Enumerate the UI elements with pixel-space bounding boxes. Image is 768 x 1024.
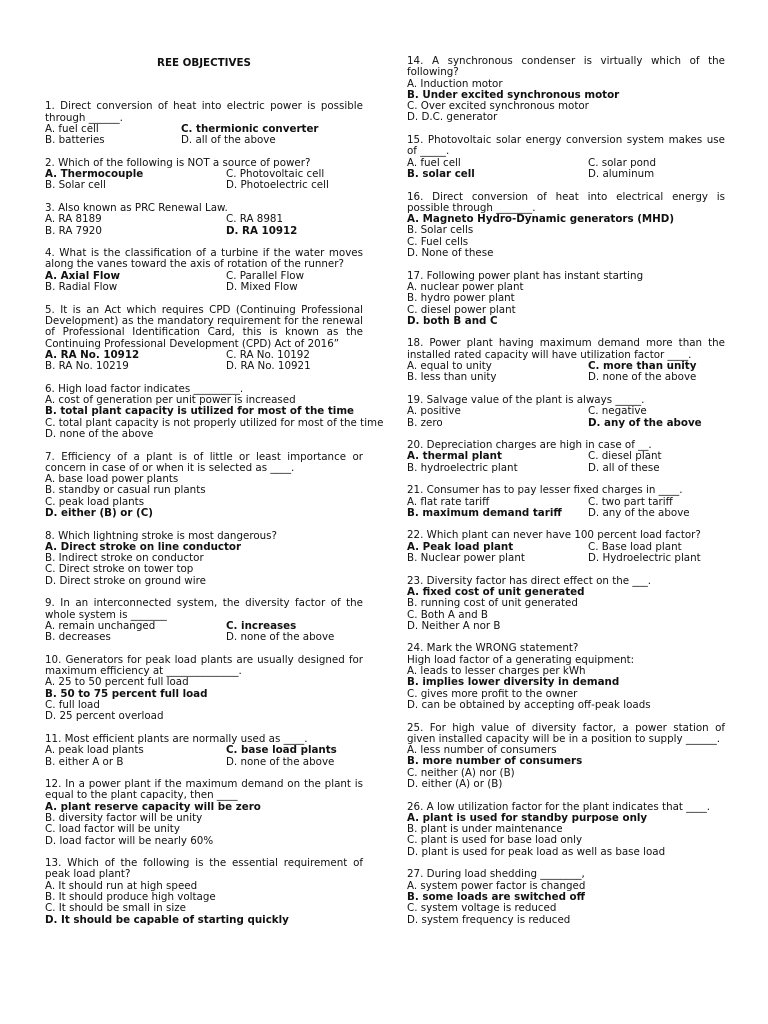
answer-option: A. remain unchanged (45, 619, 156, 632)
answer-option: B. plant is under maintenance (407, 823, 563, 836)
question-stem: 15. Photovoltaic solar energy conversion system makes use of _____. (407, 134, 725, 158)
answer-option: A. cost of generation per unit power is increased (45, 394, 296, 407)
answer-option-correct: B. total plant capacity is utilized for most of the time (45, 405, 355, 418)
answer-option: B. standby or casual run plants (45, 484, 206, 497)
answer-option: D. Mixed Flow (226, 281, 298, 294)
answer-option: D. aluminum (588, 167, 655, 180)
answer-option: D. all of these (588, 461, 660, 474)
answer-option: C. It should be small in size (45, 902, 186, 915)
answer-option: B. hydroelectric plant (407, 461, 518, 474)
answer-option: C. RA No. 10192 (226, 348, 310, 361)
question-4 (45, 248, 363, 293)
answer-option: A. fuel cell (407, 156, 461, 169)
answer-option-correct: D. both B and C (407, 314, 498, 327)
question-16 (407, 192, 725, 260)
question-stem: 24. Mark the WRONG statement? (407, 642, 579, 655)
answer-option: D. Hydroelectric plant (588, 552, 701, 565)
answer-option: C. plant is used for base load only (407, 834, 583, 847)
options-row (45, 757, 363, 768)
question-5 (45, 305, 363, 373)
answer-option: B. It should produce high voltage (45, 891, 216, 904)
question-20 (407, 440, 725, 474)
question-22 (407, 530, 725, 564)
answer-option-correct: C. more than unity (588, 360, 697, 373)
answer-option: C. two part tariff (588, 495, 673, 508)
answer-option: C. system voltage is reduced (407, 902, 557, 915)
answer-option: A. positive (407, 405, 461, 418)
answer-option: D. can be obtained by accepting off-peak loads (407, 698, 651, 711)
question-8 (45, 531, 363, 587)
answer-option: C. Photovoltaic cell (226, 168, 325, 181)
answer-option: A. peak load plants (45, 744, 144, 757)
question-stem: 12. In a power plant if the maximum demand on the plant is equal to the plant capacity, then ____ (45, 778, 363, 802)
answer-option: B. batteries (45, 134, 105, 147)
question-stem: 8. Which lightning stroke is most dangerous? (45, 529, 277, 542)
answer-option: D. Direct stroke on ground wire (45, 574, 206, 587)
question-stem: 2. Which of the following is NOT a source of power? (45, 156, 311, 169)
answer-option: A. fuel cell (45, 122, 99, 135)
question-17 (407, 271, 725, 327)
answer-option-correct: A. RA No. 10912 (45, 348, 140, 361)
question-stem: 6. High load factor indicates _________. (45, 382, 244, 395)
answer-option-correct: A. Magneto Hydro-Dynamic generators (MHD) (407, 213, 675, 226)
answer-option-correct: C. base load plants (226, 744, 337, 757)
answer-option-correct: A. thermal plant (407, 450, 502, 463)
question-stem: 16. Direct conversion of heat into electrical energy is possible through _______. (407, 190, 725, 214)
options-row (45, 135, 363, 146)
answer-option-correct: B. Under excited synchronous motor (407, 88, 620, 101)
answer-option: D. Neither A nor B (407, 619, 501, 632)
answer-option: B. RA No. 10219 (45, 360, 129, 373)
options-row (407, 463, 725, 474)
answer-option: B. RA 7920 (45, 224, 102, 237)
answer-option: A. less number of consumers (407, 744, 557, 757)
answer-option: C. total plant capacity is not properly utilized for most of the time (45, 416, 384, 429)
question-19 (407, 395, 725, 429)
answer-option: C. peak load plants (45, 495, 145, 508)
answer-option: A. nuclear power plant (407, 280, 524, 293)
question-stem: 4. What is the classification of a turbine if the water moves along the vanes toward the axis of rotation of the runner? (45, 247, 363, 271)
options-row (45, 361, 363, 372)
answer-option-correct: B. 50 to 75 percent full load (45, 687, 208, 700)
answer-option-correct: D. It should be capable of starting quickly (45, 913, 289, 926)
answer-option: D. D.C. generator (407, 111, 498, 124)
question-14 (407, 56, 725, 124)
answer-option-correct: B. maximum demand tariff (407, 506, 562, 519)
question-stem: 27. During load shedding ________, (407, 868, 585, 881)
left-column (45, 56, 384, 937)
answer-option-correct: D. either (B) or (C) (45, 506, 154, 519)
question-3 (45, 203, 363, 237)
question-stem: 20. Depreciation charges are high in case of __. (407, 439, 652, 452)
answer-option: D. Photoelectric cell (226, 179, 329, 192)
question-18 (407, 338, 725, 383)
answer-option-correct: C. increases (226, 619, 297, 632)
answer-option: D. none of the above (226, 631, 335, 644)
question-12 (45, 779, 363, 847)
options-row (407, 553, 725, 564)
question-stem: 3. Also known as PRC Renewal Law. (45, 201, 228, 214)
answer-option: B. zero (407, 416, 443, 429)
answer-option: B. diversity factor will be unity (45, 812, 203, 824)
answer-option: C. Parallel Flow (226, 269, 305, 282)
question-stem: 5. It is an Act which requires CPD (Continuing Professional Development) as the mandatory requirement for the renewal of Professional Identification Card, this is known as the Continuing Professional Development (CPD) Act of 2016” (45, 303, 363, 350)
answer-option-correct: C. thermionic converter (181, 122, 319, 135)
answer-option: B. decreases (45, 631, 111, 644)
answer-option-correct: A. plant is used for standby purpose only (407, 811, 648, 824)
question-stem: 21. Consumer has to pay lesser fixed charges in ____. (407, 484, 683, 497)
answer-option: D. none of the above (226, 755, 335, 768)
answer-option: D. none of the above (588, 371, 697, 384)
question-stem: 13. Which of the following is the essential requirement of peak load plant? (45, 857, 363, 881)
answer-option: A. RA 8189 (45, 213, 102, 226)
answer-option-correct: B. more number of consumers (407, 755, 583, 768)
answer-option: C. solar pond (588, 156, 656, 169)
question-27 (407, 869, 725, 925)
answer-option: C. Both A and B (407, 608, 488, 621)
options-row (407, 169, 725, 180)
answer-option: A. Induction motor (407, 77, 503, 90)
answer-option: C. diesel power plant (407, 303, 516, 316)
answer-option: C. Over excited synchronous motor (407, 100, 589, 113)
answer-option: D. RA No. 10921 (226, 360, 311, 373)
answer-option-correct: D. RA 10912 (226, 224, 298, 237)
answer-option: A. system power factor is changed (407, 879, 586, 892)
question-stem: 7. Efficiency of a plant is of little or least importance or concern in case of or when it is selected as ____. (45, 450, 363, 474)
answer-option-correct: A. Direct stroke on line conductor (45, 540, 242, 553)
question-stem: 18. Power plant having maximum demand more than the installed rated capacity will have utilization factor ____. (407, 337, 725, 361)
answer-option: A. leads to lesser charges per kWh (407, 665, 586, 678)
answer-option-correct: B. solar cell (407, 167, 475, 180)
options-row (45, 745, 363, 756)
options-row (45, 282, 363, 293)
answer-option-correct: A. plant reserve capacity will be zero (45, 800, 261, 813)
options-row (407, 451, 725, 462)
answer-option: C. Fuel cells (407, 235, 469, 248)
question-6 (45, 382, 384, 440)
answer-option: A. flat rate tariff (407, 495, 490, 508)
answer-option: C. negative (588, 405, 647, 418)
question-13 (45, 858, 363, 926)
answer-option-correct: B. some loads are switched off (407, 890, 585, 903)
answer-option: C. neither (A) nor (B) (407, 766, 515, 779)
answer-option: B. either A or B (45, 755, 124, 768)
answer-option: D. 25 percent overload (45, 710, 164, 723)
answer-option-correct: B. implies lower diversity in demand (407, 676, 620, 689)
question-stem: 17. Following power plant has instant starting (407, 269, 644, 282)
question-stem: 14. A synchronous condenser is virtually which of the following? (407, 55, 725, 79)
answer-option: D. load factor will be nearly 60% (45, 834, 214, 847)
question-26 (407, 802, 725, 858)
answer-option: C. load factor will be unity (45, 823, 180, 836)
question-stem: 26. A low utilization factor for the plant indicates that ____. (407, 800, 711, 813)
answer-option: B. Solar cells (407, 224, 474, 237)
question-stem: 25. For high value of diversity factor, a power station of given installed capacity will be in a position to supply ______. (407, 721, 725, 745)
answer-option: D. None of these (407, 247, 494, 260)
question-stem: 10. Generators for peak load plants are usually designed for maximum efficiency at ______________. (45, 653, 363, 678)
options-row (407, 508, 725, 519)
right-column (407, 56, 725, 937)
options-row (407, 372, 725, 383)
options-row (45, 180, 363, 191)
options-row (45, 226, 363, 237)
question-11 (45, 734, 363, 768)
options-row (407, 406, 725, 417)
answer-option: D. any of the above (588, 506, 690, 519)
question-stem: 11. Most efficient plants are normally used as ____. (45, 732, 308, 745)
answer-option: D. plant is used for peak load as well as base load (407, 845, 666, 858)
options-row (45, 214, 363, 225)
answer-option-correct: A. Thermocouple (45, 168, 144, 181)
answer-option: B. Radial Flow (45, 281, 118, 294)
answer-option: B. hydro power plant (407, 292, 515, 305)
answer-option: D. system frequency is reduced (407, 913, 571, 926)
question-10 (45, 655, 363, 723)
answer-option: B. running cost of unit generated (407, 597, 578, 610)
answer-option: C. full load (45, 699, 100, 712)
options-row (407, 418, 725, 429)
answer-option: A. equal to unity (407, 360, 492, 373)
question-stem: 9. In an interconnected system, the diversity factor of the whole system is _______ (45, 597, 363, 621)
question-stem: 1. Direct conversion of heat into electric power is possible through ______. (45, 100, 363, 124)
answer-option: B. Solar cell (45, 179, 106, 192)
answer-option: C. Direct stroke on tower top (45, 563, 194, 576)
question-1 (45, 101, 363, 146)
answer-option-correct: A. fixed cost of unit generated (407, 585, 585, 598)
answer-option: D. all of the above (181, 134, 276, 147)
question-24 (407, 643, 725, 711)
answer-option-correct: A. Peak load plant (407, 540, 514, 553)
question-25 (407, 723, 725, 791)
answer-option: A. base load power plants (45, 473, 179, 486)
answer-option: C. Base load plant (588, 540, 682, 553)
answer-option: B. less than unity (407, 371, 497, 384)
answer-option-correct: A. Axial Flow (45, 269, 121, 282)
question-9 (45, 598, 363, 643)
answer-option: C. gives more profit to the owner (407, 687, 578, 700)
question-2 (45, 158, 363, 192)
answer-option: B. Nuclear power plant (407, 552, 525, 565)
question-stem: 22. Which plant can never have 100 percent load factor? (407, 529, 701, 542)
options-row (45, 632, 363, 643)
answer-option: D. none of the above (45, 427, 154, 440)
question-15 (407, 135, 725, 180)
answer-option-correct: D. any of the above (588, 416, 702, 429)
document-title: REE OBJECTIVES (157, 57, 251, 69)
answer-option: C. diesel plant (588, 450, 662, 463)
question-substem: High load factor of a generating equipment: (407, 653, 635, 666)
question-23 (407, 576, 725, 632)
question-stem: 19. Salvage value of the plant is always _____. (407, 393, 645, 406)
question-stem: 23. Diversity factor has direct effect on the ___. (407, 574, 652, 587)
answer-option: A. It should run at high speed (45, 879, 198, 892)
answer-option: C. RA 8981 (226, 213, 283, 226)
answer-option: D. either (A) or (B) (407, 778, 503, 790)
question-21 (407, 485, 725, 519)
answer-option: A. 25 to 50 percent full load (45, 676, 189, 689)
question-7 (45, 452, 363, 520)
answer-option: B. Indirect stroke on conductor (45, 552, 204, 565)
